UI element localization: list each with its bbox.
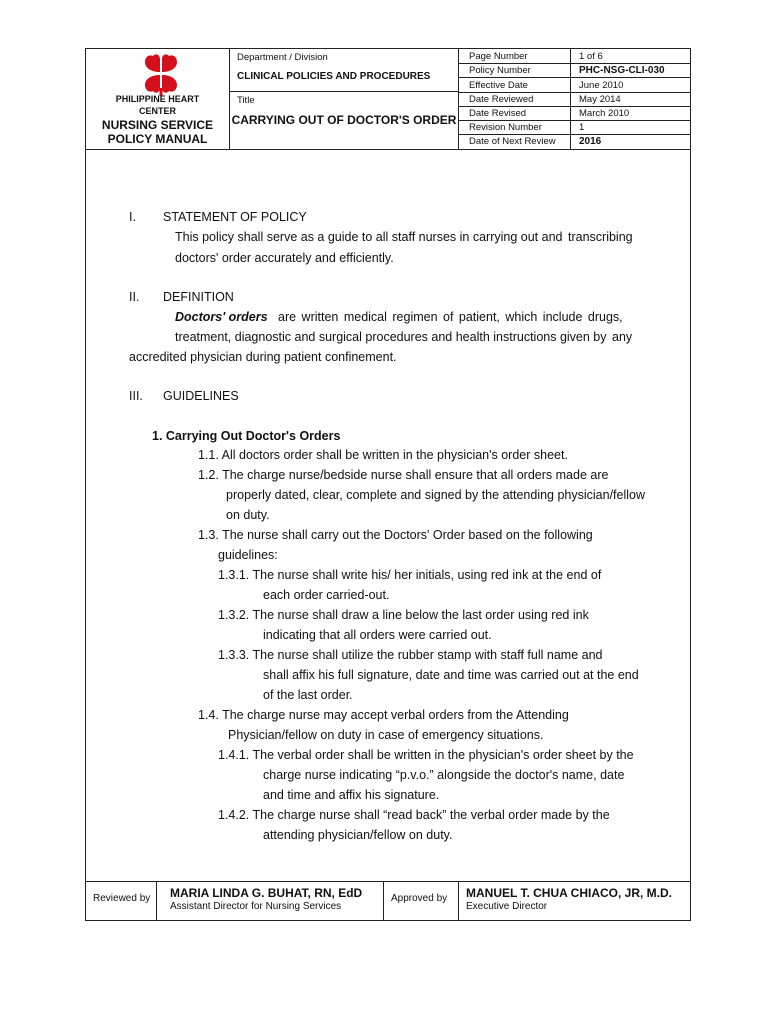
guideline-item: properly dated, clear, complete and signed by the attending physician/fellow: [226, 488, 646, 502]
paragraph-line: are written medical regimen of patient, which include drugs,: [278, 310, 623, 324]
guideline-subitem: each order carried-out.: [263, 588, 390, 602]
heart-center-logo-icon: [139, 52, 183, 96]
reviewer-role: Assistant Director for Nursing Services: [170, 901, 342, 912]
meta-value: 2016: [579, 136, 602, 147]
meta-label: Date Revised: [469, 108, 527, 119]
meta-value: 1 of 6: [579, 51, 603, 62]
guideline-subitem: of the last order.: [263, 688, 353, 702]
meta-value: PHC-NSG-CLI-030: [579, 65, 665, 76]
section-number: III.: [129, 389, 143, 403]
guideline-subitem: attending physician/fellow on duty.: [263, 828, 453, 842]
guideline-item: 1.4. The charge nurse may accept verbal orders from the Attending: [198, 708, 569, 722]
guideline-item: 1.1. All doctors order shall be written in the physician's order sheet.: [198, 448, 568, 462]
paragraph-line: any: [612, 330, 633, 344]
paragraph-line: transcribing: [568, 230, 633, 244]
guideline-subitem: 1.4.1. The verbal order shall be written in the physician's order sheet by the: [218, 748, 634, 762]
approved-by-label: Approved by: [391, 893, 448, 904]
meta-value: 1: [579, 122, 585, 133]
approver-name: MANUEL T. CHUA CHIACO, JR, M.D.: [466, 886, 673, 900]
guideline-item: 1.3. The nurse shall carry out the Doctors' Order based on the following: [198, 528, 593, 542]
guideline-heading: 1. Carrying Out Doctor's Orders: [152, 429, 341, 443]
policy-document-page: [85, 48, 691, 921]
title-label: Title: [237, 95, 255, 106]
section-number: I.: [129, 210, 136, 224]
section-number: II.: [129, 290, 140, 304]
document-header: [86, 49, 690, 149]
guideline-item: 1.2. The charge nurse/bedside nurse shall ensure that all orders made are: [198, 468, 609, 482]
meta-value: June 2010: [579, 80, 624, 91]
section-heading: GUIDELINES: [163, 389, 239, 403]
paragraph-line: treatment, diagnostic and surgical procedures and health instructions given by: [175, 330, 607, 344]
guideline-item: on duty.: [226, 508, 270, 522]
paragraph-line: accredited physician during patient confinement.: [129, 350, 397, 364]
manual-name-line1: NURSING SERVICE: [101, 118, 214, 132]
defined-term: Doctors' orders: [175, 310, 268, 324]
guideline-subitem: charge nurse indicating “p.v.o.” alongside the doctor's name, date: [263, 768, 625, 782]
guideline-subitem: 1.3.3. The nurse shall utilize the rubber stamp with staff full name and: [218, 648, 603, 662]
guideline-subitem: 1.3.1. The nurse shall write his/ her initials, using red ink at the end of: [218, 568, 602, 582]
guideline-subitem: indicating that all orders were carried out.: [263, 628, 492, 642]
guideline-subitem: and time and affix his signature.: [263, 788, 440, 802]
reviewer-name: MARIA LINDA G. BUHAT, RN, EdD: [170, 886, 363, 900]
meta-value: May 2014: [579, 94, 621, 105]
meta-value: March 2010: [579, 108, 630, 119]
meta-label: Effective Date: [469, 80, 528, 91]
meta-label: Revision Number: [469, 122, 542, 133]
reviewed-by-label: Reviewed by: [93, 893, 151, 904]
approver-role: Executive Director: [466, 901, 548, 912]
meta-label: Date of Next Review: [469, 136, 556, 147]
guideline-subitem: 1.4.2. The charge nurse shall “read back” the verbal order made by the: [218, 808, 610, 822]
section-heading: STATEMENT OF POLICY: [163, 210, 307, 224]
department-value: CLINICAL POLICIES AND PROCEDURES: [237, 71, 431, 82]
guideline-subitem: 1.3.2. The nurse shall draw a line below the last order using red ink: [218, 608, 589, 622]
manual-name-line2: POLICY MANUAL: [107, 132, 208, 146]
guideline-item: guidelines:: [218, 548, 278, 562]
section-heading: DEFINITION: [163, 290, 234, 304]
meta-label: Date Reviewed: [469, 94, 534, 105]
department-label: Department / Division: [237, 52, 328, 63]
org-name-line1: PHILIPPINE HEART: [115, 94, 200, 104]
meta-label: Page Number: [469, 51, 528, 62]
meta-label: Policy Number: [469, 65, 531, 76]
signature-footer: [86, 881, 690, 921]
guideline-subitem: shall affix his full signature, date and time was carried out at the end: [263, 668, 639, 682]
paragraph-line: doctors' order accurately and efficiently.: [175, 251, 394, 265]
org-name-line2: CENTER: [138, 106, 176, 116]
document-title: CARRYING OUT OF DOCTOR'S ORDER: [231, 113, 457, 127]
paragraph-line: This policy shall serve as a guide to all staff nurses in carrying out and: [175, 230, 563, 244]
guideline-item: Physician/fellow on duty in case of emergency situations.: [228, 728, 544, 742]
